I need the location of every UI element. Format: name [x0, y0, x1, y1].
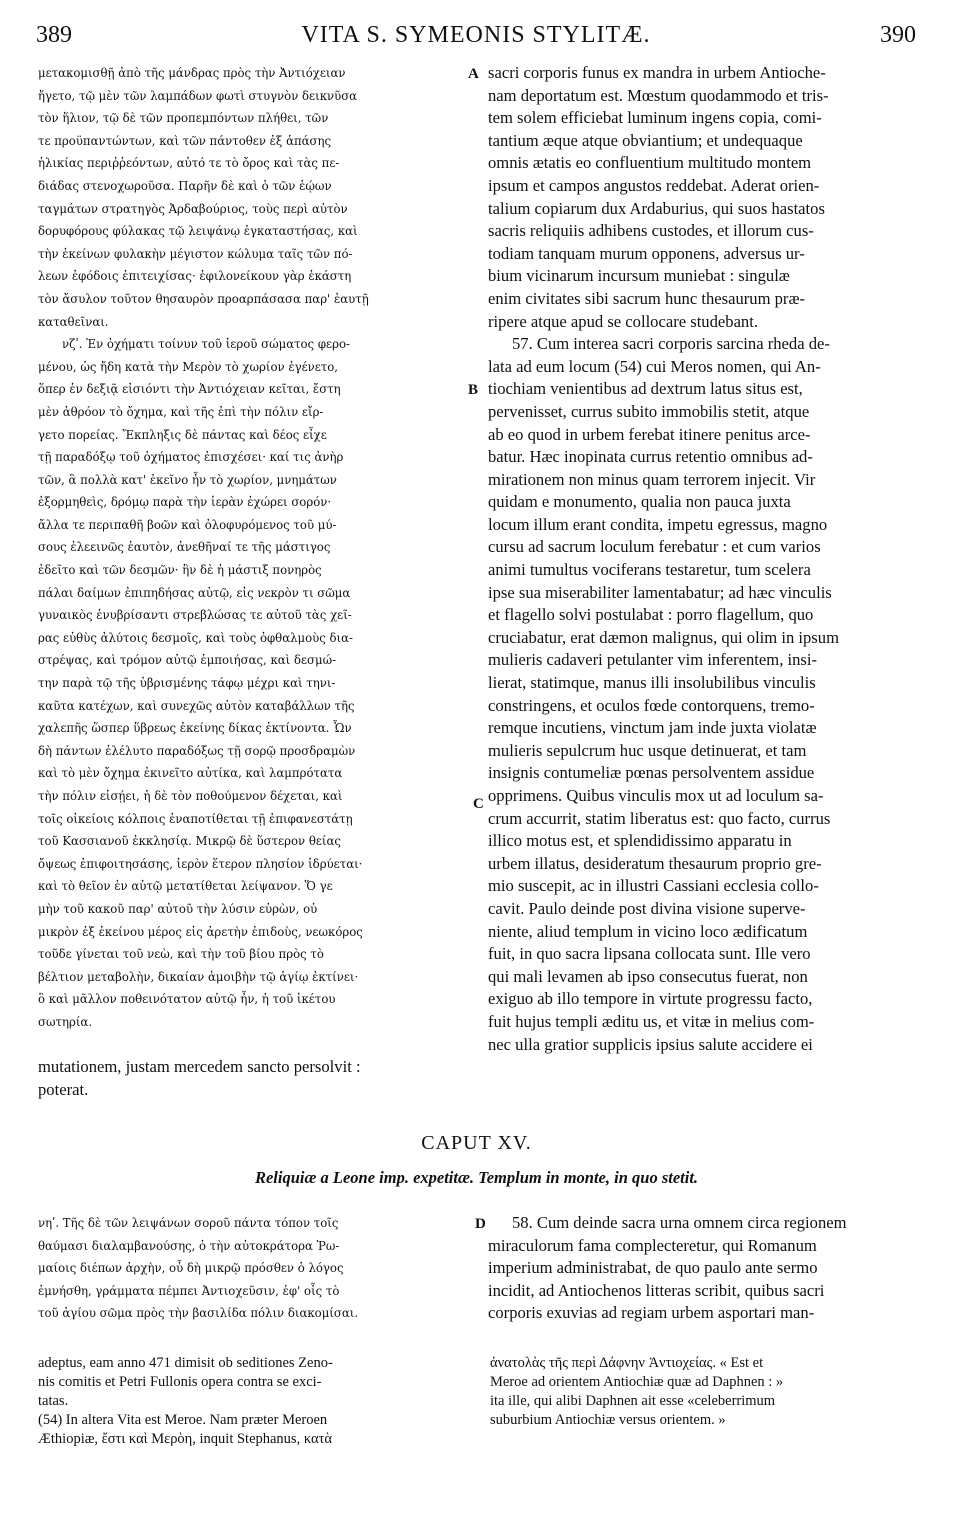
- text-line: τοῖς οἰκείοις κόλποις ἐναποτίθεται τῇ ἐπιφανεστάτῃ: [38, 811, 353, 826]
- text-line: Æthiopiæ, ἔστι καὶ Μερὸη, inquit Stephanus, κατὰ: [38, 1431, 333, 1447]
- margin-marker-c: C: [473, 796, 484, 812]
- full-width-continuation: [38, 1056, 488, 1101]
- text-line: καταθεῖναι.: [38, 314, 109, 329]
- text-line: ἀνατολὰς τῆς περὶ Δάφνην Ἀντιοχείας. « Est et: [490, 1355, 764, 1371]
- text-line: omnis ætatis eo confluentium multitudo montem: [488, 153, 812, 173]
- text-line: tatas.: [38, 1393, 69, 1409]
- text-line: incidit, ad Antiochenos litteras scribit, quibus sacri: [488, 1280, 825, 1300]
- text-line: τῇ παραδόξῳ τοῦ ὀχήματος ἐπισχέσει· καί τις ἀνὴρ: [38, 450, 344, 465]
- page-number-left: 389: [36, 22, 72, 48]
- text-line: (54) In altera Vita est Meroe. Nam præter Meroen: [38, 1412, 328, 1428]
- text-line: την παρὰ τῷ τῆς ὑβρισμένης τάφῳ μέχρι καὶ τηνι-: [38, 676, 336, 691]
- text-line: χαλεπῆς ὥσπερ ὕβρεως ἐκείνης δίκας ἐκτίνοντα. Ὧν: [38, 721, 352, 736]
- text-line: nis comitis et Petri Fullonis opera contra se exci-: [38, 1374, 322, 1390]
- text-line: imperium administrabat, de quo paulo ante sermo: [488, 1258, 818, 1278]
- margin-marker-a: A: [468, 66, 479, 82]
- text-line: Meroe ad orientem Antiochiæ quæ ad Daphnen : »: [490, 1374, 784, 1390]
- text-line: animi tumultus vociferans testaretur, tum scelera: [488, 560, 811, 580]
- text-line: μαίοις διέπων ἀρχὴν, οὗ δὴ μικρῷ πρόσθεν ὁ λόγος: [38, 1261, 344, 1276]
- text-line: δὴ πάντων ἐλέλυτο παραδόξως τῇ σορῷ προσδραμὼν: [38, 743, 356, 758]
- text-line: σωτηρία.: [38, 1014, 93, 1029]
- chapter-subtitle: Reliquiæ a Leone imp. expetitæ. Templum in monte, in quo stetit.: [254, 1168, 699, 1187]
- text-line: μετακομισθῇ ἀπὸ τῆς μάνδρας πρὸς τὴν Ἀντιόχειαν: [38, 66, 346, 80]
- text-line: fuit, in quo sacra lipsana collocata sunt. Ille vero: [488, 944, 811, 964]
- text-line: niente, aliud templum in vicino loco ædificatum: [488, 921, 808, 941]
- text-line: στρέψας, καὶ τρόμον αὐτῷ ἐμποιήσας, καὶ δεσμώ-: [38, 653, 337, 668]
- page-header: [36, 22, 916, 56]
- text-line: σους ἐλεεινῶς ἑαυτὸν, ἀνεθῆναί τε τῆς μάστιγος: [38, 540, 331, 555]
- text-line: ἤγετο, τῷ μὲν τῶν λαμπάδων φωτὶ στυγνὸν δεικνῦσα: [38, 88, 358, 103]
- text-line: ripere atque apud se collocare studebant.: [488, 311, 758, 331]
- text-line: τοῦδε γίνεται τοῦ νεὼ, καὶ τὴν τοῦ βίου πρὸς τὸ: [38, 947, 324, 962]
- text-line: illico motus est, et splendidissimo apparatu in: [488, 831, 792, 851]
- text-line: nam deportatum est. Mœstum quodammodo et tris-: [488, 85, 829, 105]
- latin-column-main: [488, 62, 924, 1056]
- text-line: nec ulla gratior supplicis ipsius salute accidere ei: [488, 1034, 813, 1054]
- running-title: VITA S. SYMEONIS STYLITÆ.: [301, 22, 651, 48]
- greek-column-main: [38, 62, 479, 1034]
- text-line: cruciabatur, erat dæmon malignus, qui olim in ipsum: [488, 627, 839, 647]
- text-line: βέλτιον μεταβολὴν, δικαίαν ἀμοιβὴν τῷ ἁγίῳ ἐκτίνει·: [38, 969, 359, 984]
- greek-column-chapter: [38, 1212, 476, 1325]
- text-line: mulieris cadaveri petulanter vim inferentem, insi-: [488, 650, 817, 670]
- text-line: λεων ἐφόδοις ἐπιτειχίσας· ἐφιλονείκουν γὰρ ἑκάστη: [38, 269, 352, 284]
- text-line: ἡλικίας περιῤῥεόντων, αὐτό τε τὸ ὄρος καὶ τὰς πε-: [38, 156, 340, 171]
- text-line: ταγμάτων στρατηγὸς Ἀρδαβούριος, τοὺς περὶ αὐτὸν: [38, 201, 348, 216]
- text-line: καὶ τὸ θεῖον ἐν αὐτῷ μετατίθεται λείψανον. Ὅ γε: [38, 879, 333, 894]
- text-line: ρας εὐθὺς ἀλύτοις δεσμοῖς, καὶ τοὺς ὀφθαλμοὺς δια-: [38, 630, 353, 645]
- text-line: ἐδεῖτο καὶ τῶν δεσμῶν· ἣν δὲ ἡ μάστιξ πονηρὸς: [38, 563, 322, 578]
- continuation-line: mutationem, justam mercedem sancto persolvit :: [38, 1057, 361, 1076]
- text-line: mulieris sepulcrum huc usque detinuerat, et tam: [488, 740, 807, 760]
- text-line: constringens, et oculos fœde contorquens, tremo-: [488, 695, 815, 715]
- text-line: lierat, statimque, manus illi insolubilibus vinculis: [488, 673, 816, 693]
- text-line: 58. Cum deinde sacra urna omnem circa regionem: [512, 1213, 847, 1232]
- text-line: ipse sua miserabiliter lamentabatur; ad hæc vinculis: [488, 582, 832, 602]
- text-line: νηʹ. Τῆς δὲ τῶν λειψάνων σοροῦ πάντα τόπον τοῖς: [38, 1216, 339, 1230]
- text-line: mirationem non minus quam terrorem injecit. Vir: [488, 469, 816, 489]
- text-line: τοῦ Κασσιανοῦ ἐκκλησίᾳ. Μικρῷ δὲ ὕστερον θείας: [38, 834, 341, 849]
- text-line: τὴν πόλιν εἰσῄει, ἡ δὲ τὸν ποθούμενον δέχεται, καὶ: [38, 789, 343, 803]
- footnotes-left: [38, 1354, 478, 1449]
- text-line: sacris reliquiis adhibens custodes, et illorum cus-: [488, 221, 814, 241]
- text-line: mio suscepit, ac in illustri Cassiani ecclesia collo-: [488, 876, 819, 896]
- text-line: bium vicinarum incursum muniebat : singulæ: [488, 266, 790, 286]
- text-line: ὄψεως ἐπιφοιτησάσης, ἱερὸν ἕτερον πλησίον ἱδρύεται·: [38, 856, 363, 871]
- text-line: exiguo ab illo tempore in virtute progressu facto,: [488, 989, 813, 1009]
- text-line: suburbium Antiochiæ versus orientem. »: [490, 1412, 726, 1428]
- text-line: τῶν, ἃ πολλὰ κατ' ἐκεῖνο ἦν τὸ χωρίον, μνημάτων: [38, 472, 337, 487]
- latin-column-chapter: [488, 1212, 924, 1325]
- text-line: διάδας στενοχωροῦσα. Παρῆν δὲ καὶ ὁ τῶν ἑῴων: [38, 178, 332, 193]
- text-line: μένου, ὡς ἤδη κατὰ τὴν Μερὸν τὸ χωρίον ἐγένετο,: [38, 359, 339, 374]
- text-line: locum illum erant condita, impetu egressus, magno: [488, 514, 828, 534]
- text-line: corporis exuvias ad regiam urbem asportari man-: [488, 1303, 815, 1323]
- chapter-heading: CAPUT XV.: [421, 1132, 532, 1154]
- text-line: τε προϋπαντώντων, καὶ τῶν πάντοθεν ἐξ ἁπάσης: [38, 133, 332, 148]
- text-line: ὃ καὶ μᾶλλον ποθεινότατον αὐτῷ ἦν, ἡ τοῦ ἱκέτου: [38, 992, 336, 1007]
- text-line: γυναικὸς ἐνυβρίσαντι στρεβλώσας τε αὐτοῦ τὰς χεῖ-: [38, 608, 352, 623]
- text-line: tem solem efficiebat luminum ingens copia, comi-: [488, 108, 822, 128]
- text-line: καῦτα κατέχων, καὶ συνεχῶς αὐτὸν καταβάλλων τῆς: [38, 698, 355, 713]
- text-line: θαύμασι διαλαμβανούσης, ὁ τὴν αὐτοκράτορα Ῥω-: [38, 1238, 340, 1253]
- text-line: remque incutiens, vinctum jam inde juxta violatæ: [488, 718, 817, 738]
- text-line: ἐξορμηθεὶς, δρόμῳ παρὰ τὴν ἱερὰν ἐχώρει σορόν·: [38, 495, 332, 510]
- margin-marker-d: D: [475, 1216, 486, 1232]
- text-line: enim civitates sibi sacrum hunc thesaurum præ-: [488, 288, 806, 308]
- text-line: sacri corporis funus ex mandra in urbem Antioche-: [488, 63, 826, 82]
- text-line: μὴν τοῦ κακοῦ παρ' αὐτοῦ τὴν λύσιν εὑρὼν, οὐ: [38, 901, 318, 916]
- text-line: δορυφόρους φύλακας τῷ λειψάνῳ ἐγκαταστήσας, καὶ: [38, 224, 358, 239]
- text-line: ipsum et campos angustos reddebat. Aderat orien-: [488, 175, 820, 195]
- continuation-line: poterat.: [38, 1079, 89, 1099]
- text-line: ὅπερ ἐν δεξιᾷ εἰσιόντι τὴν Ἀντιόχειαν κεῖται, ἔστη: [38, 382, 341, 397]
- text-line: τὴν ἐκείνων φυλακὴν μέγιστον κώλυμα ταῖς τῶν πό-: [38, 246, 353, 261]
- text-line: ἐμνήσθη, γράμματα πέμπει Ἀντιοχεῦσιν, ἐφ' οἷς τὸ: [38, 1283, 340, 1298]
- text-line: τὸν ἄσυλον τοῦτον θησαυρὸν προαρπάσασα παρ' ἑαυτῇ: [38, 291, 369, 306]
- text-line: ab eo quod in urbem ferebat itinere penitus arce-: [488, 424, 811, 444]
- text-line: ita ille, qui alibi Daphnen ait esse «celeberrimum: [490, 1393, 776, 1409]
- text-line: pervenisset, currus subito immobilis stetit, atque: [488, 401, 810, 421]
- text-line: et flagello solvi postulabat : porro flagellum, quo: [488, 605, 814, 625]
- margin-marker-b: B: [468, 382, 479, 398]
- text-line: cavit. Paulo deinde post divina visione superve-: [488, 898, 806, 918]
- text-line: γετο πορείας. Ἔκπληξις δὲ πάντας καὶ δέος εἶχε: [38, 427, 327, 442]
- text-line: miraculorum fama complecteretur, qui Romanum: [488, 1235, 817, 1255]
- text-line: fuit hujus templi æditu us, et vitæ in melius com-: [488, 1011, 815, 1031]
- text-line: crum accurrit, statim liberatus est: quo facto, currus: [488, 808, 831, 828]
- text-line: tiochiam venientibus ad dextrum latus situs est,: [488, 379, 803, 399]
- text-line: 57. Cum interea sacri corporis sarcina rheda de-: [512, 334, 830, 354]
- text-line: batur. Hæc inopinata currus retentio omnibus ad-: [488, 447, 813, 467]
- text-line: τοῦ ἁγίου σῶμα πρὸς τὴν βασιλίδα πόλιν διακομίσαι.: [38, 1306, 359, 1321]
- page-number-right: 390: [880, 22, 916, 48]
- text-line: todiam tanquam murum opponens, adversus ur-: [488, 243, 805, 263]
- text-line: καὶ τὸ μὲν ὄχημα ἐκινεῖτο αὐτίκα, καὶ λαμπρότατα: [38, 766, 343, 781]
- text-line: opprimens. Quibus vinculis mox ut ad loculum sa-: [488, 786, 824, 805]
- text-line: qui mali levamen ab ipso consecutus fuerat, non: [488, 966, 808, 986]
- text-line: talium copiarum dux Ardaburius, qui suos hastatos: [488, 198, 825, 218]
- text-line: μικρὸν ἐξ ἐκείνου μέρος εἰς ἀρετὴν ἐπιδοὺς, νεωκόρος: [38, 924, 363, 939]
- text-line: cursu ad sacrum loculum ferebatur : et cum varios: [488, 537, 821, 557]
- text-line: tantium æque atque obviantium; et undequaque: [488, 130, 803, 150]
- text-line: νζʹ. Ἐν ὀχήματι τοίνυν τοῦ ἱεροῦ σώματος φερο-: [62, 337, 350, 352]
- text-line: lata ad eum locum (54) cui Meros nomen, qui An-: [488, 356, 821, 376]
- text-line: ἄλλα τε περιπαθῆ βοῶν καὶ ὀλοφυρόμενος τοῦ μύ-: [38, 517, 337, 532]
- text-line: adeptus, eam anno 471 dimisit ob seditiones Zeno-: [38, 1355, 333, 1371]
- footnotes-right: [490, 1354, 926, 1430]
- text-line: μὲν ἀθρόον τὸ ὄχημα, καὶ τῆς ἐπὶ τὴν πόλιν εἴρ-: [38, 404, 324, 419]
- text-line: πάλαι δαίμων ἐπιπηδήσας αὐτῷ, εἰς νεκρὸν τι σῶμα: [38, 585, 351, 600]
- text-line: τὸν ἥλιον, τῷ δὲ τῶν προπεμπόντων πλήθει, τῶν: [38, 111, 329, 126]
- text-line: insignis contumeliæ pœnas persolventem assidue: [488, 763, 815, 783]
- text-line: quidam e monumento, qualia non pauca juxta: [488, 492, 791, 512]
- text-line: urbem illatus, desideratum thesaurum proprio gre-: [488, 853, 822, 873]
